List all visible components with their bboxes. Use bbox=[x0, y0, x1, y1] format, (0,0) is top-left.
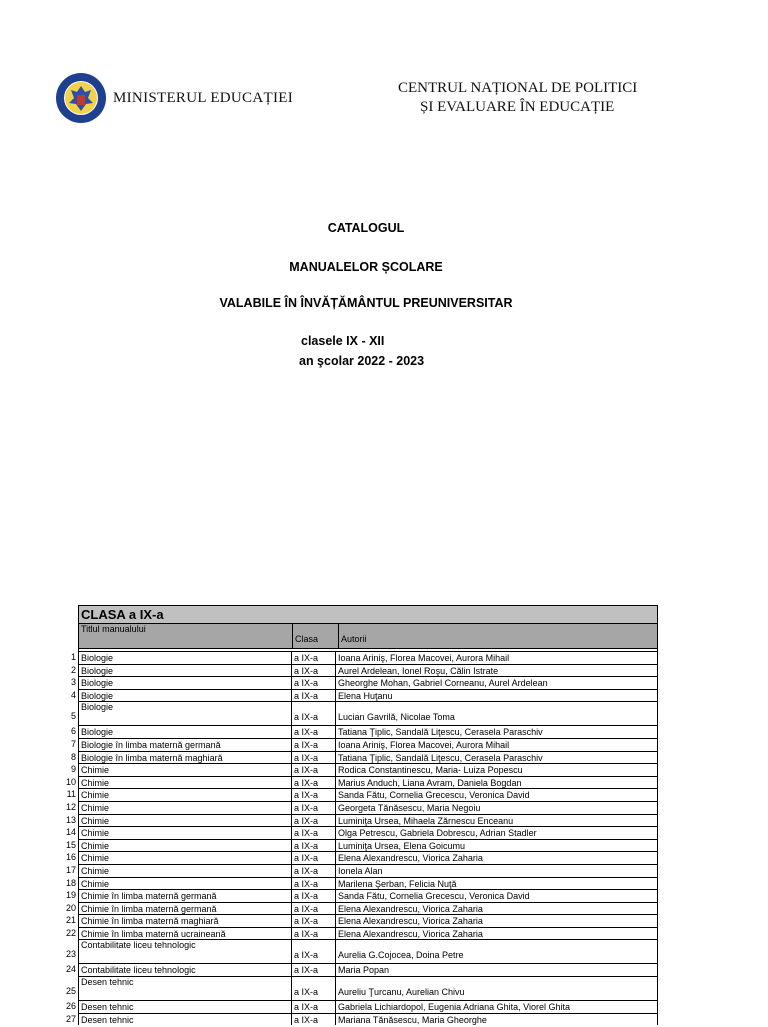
row-number: 2 bbox=[70, 664, 76, 675]
cell-authors: Aurelia G.Cojocea, Doina Petre bbox=[338, 950, 464, 961]
table-row bbox=[56, 902, 658, 915]
table-row bbox=[56, 788, 658, 801]
cell-class: a IX-a bbox=[292, 752, 336, 764]
row-cells bbox=[78, 864, 658, 877]
cell-class: a IX-a bbox=[292, 915, 336, 927]
cell-authors: Rodica Constantinescu, Maria- Luiza Popescu bbox=[338, 765, 523, 776]
row-cells bbox=[78, 889, 658, 902]
row-cells bbox=[78, 664, 658, 677]
row-cells bbox=[78, 826, 658, 839]
cell-title: Chimie în limba maternă maghiară bbox=[79, 915, 292, 927]
cell-title: Biologie în limba maternă germană bbox=[79, 739, 292, 751]
row-number: 15 bbox=[65, 839, 76, 850]
row-number: 13 bbox=[65, 814, 76, 825]
cell-authors: Georgeta Tănăsescu, Maria Negoiu bbox=[338, 802, 481, 813]
cell-class: a IX-a bbox=[292, 827, 336, 839]
row-cells bbox=[78, 851, 658, 864]
catalog-subtitle: MANUALELOR ȘCOLARE bbox=[289, 260, 443, 274]
cell-authors: Aurel Ardelean, Ionel Roşu, Călin Istrate bbox=[338, 665, 499, 676]
grades-range: clasele IX - XII bbox=[301, 334, 385, 348]
cell-class: a IX-a bbox=[292, 977, 336, 1000]
row-cells bbox=[78, 1000, 658, 1013]
cell-class: a IX-a bbox=[292, 739, 336, 751]
row-number: 17 bbox=[65, 864, 76, 875]
cell-class: a IX-a bbox=[292, 702, 336, 725]
table-row bbox=[56, 676, 658, 689]
school-year: an şcolar 2022 - 2023 bbox=[299, 354, 425, 368]
cell-authors: Ionela Alan bbox=[338, 865, 383, 876]
table-row bbox=[56, 738, 658, 751]
cell-title: Chimie bbox=[79, 878, 292, 890]
cell-authors: Elena Alexandrescu, Viorica Zaharia bbox=[338, 903, 483, 914]
cell-class: a IX-a bbox=[292, 789, 336, 801]
table-row bbox=[56, 776, 658, 789]
catalog-title: CATALOGUL bbox=[327, 221, 405, 235]
row-cells bbox=[78, 914, 658, 927]
center-name-line2: ȘI EVALUARE ÎN EDUCAȚIE bbox=[420, 99, 615, 115]
cell-authors: Mariana Tănăsescu, Maria Gheorghe bbox=[338, 1014, 487, 1025]
cell-authors: Luminiţa Ursea, Mihaela Zărnescu Enceanu bbox=[338, 815, 514, 826]
row-number: 6 bbox=[70, 726, 76, 737]
column-header-title: Titlul manualului bbox=[79, 624, 293, 648]
row-number: 24 bbox=[65, 964, 76, 975]
cell-title: Chimie bbox=[79, 865, 292, 877]
column-header-class: Clasa bbox=[293, 624, 339, 648]
cell-authors: Elena Alexandrescu, Viorica Zaharia bbox=[338, 928, 483, 939]
cell-class: a IX-a bbox=[292, 726, 336, 738]
cell-class: a IX-a bbox=[292, 852, 336, 864]
cell-class: a IX-a bbox=[292, 865, 336, 877]
cell-title: Chimie bbox=[79, 777, 292, 789]
table-row bbox=[56, 877, 658, 890]
cell-authors: Ioana Ariniş, Florea Macovei, Aurora Mihail bbox=[338, 739, 510, 750]
catalog-scope: VALABILE ÎN ÎNVĂȚĂMÂNTUL PREUNIVERSITAR bbox=[219, 296, 513, 310]
row-number: 16 bbox=[65, 852, 76, 863]
cell-class: a IX-a bbox=[292, 690, 336, 702]
table-row bbox=[56, 763, 658, 776]
row-number: 1 bbox=[70, 652, 76, 662]
cell-class: a IX-a bbox=[292, 1001, 336, 1013]
center-name-line1: CENTRUL NAȚIONAL DE POLITICI bbox=[398, 80, 638, 96]
row-cells bbox=[78, 839, 658, 852]
cell-title: Biologie bbox=[79, 677, 292, 689]
row-number: 9 bbox=[70, 764, 76, 775]
cell-authors: Elena Huţanu bbox=[338, 690, 393, 701]
table-row bbox=[56, 889, 658, 902]
row-cells bbox=[78, 701, 658, 725]
table-row bbox=[56, 689, 658, 702]
cell-title: Chimie bbox=[79, 802, 292, 814]
cell-class: a IX-a bbox=[292, 802, 336, 814]
cell-title: Desen tehnic bbox=[79, 977, 292, 1000]
cell-title: Biologie bbox=[79, 702, 292, 725]
cell-title: Chimie în limba maternă germană bbox=[79, 903, 292, 915]
ministry-name: MINISTERUL EDUCAȚIEI bbox=[113, 89, 294, 106]
row-cells bbox=[78, 877, 658, 890]
cell-title: Contabilitate liceu tehnologic bbox=[79, 940, 292, 963]
cell-title: Chimie bbox=[79, 852, 292, 864]
row-number: 11 bbox=[66, 789, 76, 800]
table-row bbox=[56, 1013, 658, 1026]
row-number: 26 bbox=[65, 1001, 76, 1012]
cell-authors: Sanda Fătu, Cornelia Grecescu, Veronica David bbox=[338, 891, 530, 902]
table-body bbox=[56, 651, 658, 1025]
center-name bbox=[398, 79, 637, 117]
cell-title: Chimie bbox=[79, 764, 292, 776]
row-number: 5 bbox=[70, 711, 76, 722]
column-header-authors: Autorii bbox=[341, 634, 367, 644]
cell-authors: Tatiana Ţiplic, Sandală Liţescu, Cerasela Paraschiv bbox=[338, 727, 543, 738]
cell-class: a IX-a bbox=[292, 677, 336, 689]
row-cells bbox=[78, 927, 658, 940]
row-cells bbox=[78, 776, 658, 789]
cell-title: Biologie bbox=[79, 665, 292, 677]
row-cells bbox=[78, 1013, 658, 1026]
row-cells bbox=[78, 689, 658, 702]
cell-class: a IX-a bbox=[292, 903, 336, 915]
row-number: 10 bbox=[65, 776, 76, 787]
row-cells bbox=[78, 651, 658, 664]
cell-authors: Elena Alexandrescu, Viorica Zaharia bbox=[338, 916, 483, 927]
row-number: 4 bbox=[70, 689, 76, 700]
cell-title: Desen tehnic bbox=[79, 1001, 292, 1013]
row-cells bbox=[78, 976, 658, 1000]
table-row bbox=[56, 963, 658, 976]
row-cells bbox=[78, 751, 658, 764]
row-cells bbox=[78, 676, 658, 689]
cell-authors: Gheorghe Mohan, Gabriel Corneanu, Aurel Ardelean bbox=[338, 678, 548, 689]
cell-authors: Maria Popan bbox=[338, 965, 390, 976]
row-number: 19 bbox=[65, 890, 76, 901]
cell-title: Desen tehnic bbox=[79, 1014, 292, 1026]
section-title: CLASA a IX-a bbox=[78, 605, 658, 624]
row-number: 14 bbox=[65, 827, 76, 838]
table-row bbox=[56, 664, 658, 677]
cell-title: Chimie în limba maternă ucraineană bbox=[79, 928, 292, 940]
cell-authors: Luminiţa Ursea, Elena Goicumu bbox=[338, 840, 466, 851]
cell-authors: Gabriela Lichiardopol, Eugenia Adriana Ghita, Viorel Ghita bbox=[338, 1002, 570, 1013]
cell-authors: Aureliu Ţurcanu, Aurelian Chivu bbox=[338, 987, 465, 998]
cell-title: Contabilitate liceu tehnologic bbox=[79, 964, 292, 976]
cell-class: a IX-a bbox=[292, 940, 336, 963]
row-number: 20 bbox=[65, 902, 76, 913]
table-row bbox=[56, 814, 658, 827]
table-row bbox=[56, 826, 658, 839]
table-row bbox=[56, 976, 658, 1000]
cell-class: a IX-a bbox=[292, 764, 336, 776]
table-row bbox=[56, 927, 658, 940]
cell-class: a IX-a bbox=[292, 1014, 336, 1026]
table-row bbox=[56, 725, 658, 738]
row-number: 18 bbox=[65, 877, 76, 888]
row-number: 21 bbox=[65, 915, 76, 926]
table-row bbox=[56, 914, 658, 927]
table-row bbox=[56, 751, 658, 764]
table-row bbox=[56, 839, 658, 852]
row-number: 22 bbox=[65, 927, 76, 938]
cell-class: a IX-a bbox=[292, 928, 336, 940]
cell-authors: Elena Alexandrescu, Viorica Zaharia bbox=[338, 853, 483, 864]
cell-class: a IX-a bbox=[292, 815, 336, 827]
cell-authors: Sanda Fătu, Cornelia Grecescu, Veronica David bbox=[338, 790, 530, 801]
cell-class: a IX-a bbox=[292, 665, 336, 677]
table-row bbox=[56, 939, 658, 963]
ministry-logo bbox=[55, 72, 293, 124]
row-cells bbox=[78, 939, 658, 963]
cell-title: Biologie bbox=[79, 726, 292, 738]
cell-title: Biologie în limba maternă maghiară bbox=[79, 752, 292, 764]
cell-authors: Olga Petrescu, Gabriela Dobrescu, Adrian Stadler bbox=[338, 828, 537, 839]
cell-authors: Lucian Gavrilă, Nicolae Toma bbox=[338, 712, 455, 723]
row-number: 7 bbox=[70, 738, 76, 749]
row-cells bbox=[78, 763, 658, 776]
cell-title: Biologie bbox=[79, 690, 292, 702]
cell-title: Chimie în limba maternă germană bbox=[79, 890, 292, 902]
row-number: 8 bbox=[70, 751, 76, 762]
cell-title: Chimie bbox=[79, 840, 292, 852]
row-number: 12 bbox=[65, 801, 76, 812]
cell-authors: Marius Anduch, Liana Avram, Daniela Bogdan bbox=[338, 777, 522, 788]
table-header-row bbox=[78, 624, 658, 649]
row-cells bbox=[78, 738, 658, 751]
cell-class: a IX-a bbox=[292, 890, 336, 902]
table-row bbox=[56, 864, 658, 877]
row-number: 23 bbox=[65, 949, 76, 960]
row-cells bbox=[78, 801, 658, 814]
table-row bbox=[56, 701, 658, 725]
row-cells bbox=[78, 814, 658, 827]
cell-class: a IX-a bbox=[292, 878, 336, 890]
cell-authors: Marilena Şerban, Felicia Nuţă bbox=[338, 878, 457, 889]
textbook-table bbox=[56, 605, 658, 1025]
cell-title: Chimie bbox=[79, 827, 292, 839]
table-row bbox=[56, 801, 658, 814]
government-seal-icon bbox=[55, 72, 107, 124]
cell-class: a IX-a bbox=[292, 840, 336, 852]
cell-class: a IX-a bbox=[292, 652, 336, 664]
table-row bbox=[56, 1000, 658, 1013]
row-cells bbox=[78, 788, 658, 801]
table-row bbox=[56, 851, 658, 864]
row-number: 3 bbox=[70, 677, 76, 688]
cell-authors: Ioana Ariniş, Florea Macovei, Aurora Mihail bbox=[338, 653, 510, 663]
row-cells bbox=[78, 902, 658, 915]
cell-authors: Tatiana Ţiplic, Sandală Liţescu, Cerasela Paraschiv bbox=[338, 752, 543, 763]
table-row bbox=[56, 651, 658, 664]
cell-title: Chimie bbox=[79, 815, 292, 827]
row-number: 27 bbox=[65, 1013, 76, 1024]
cell-class: a IX-a bbox=[292, 964, 336, 976]
cell-class: a IX-a bbox=[292, 777, 336, 789]
cell-title: Biologie bbox=[79, 652, 292, 664]
row-cells bbox=[78, 725, 658, 738]
row-cells bbox=[78, 963, 658, 976]
cell-title: Chimie bbox=[79, 789, 292, 801]
row-number: 25 bbox=[65, 986, 76, 997]
